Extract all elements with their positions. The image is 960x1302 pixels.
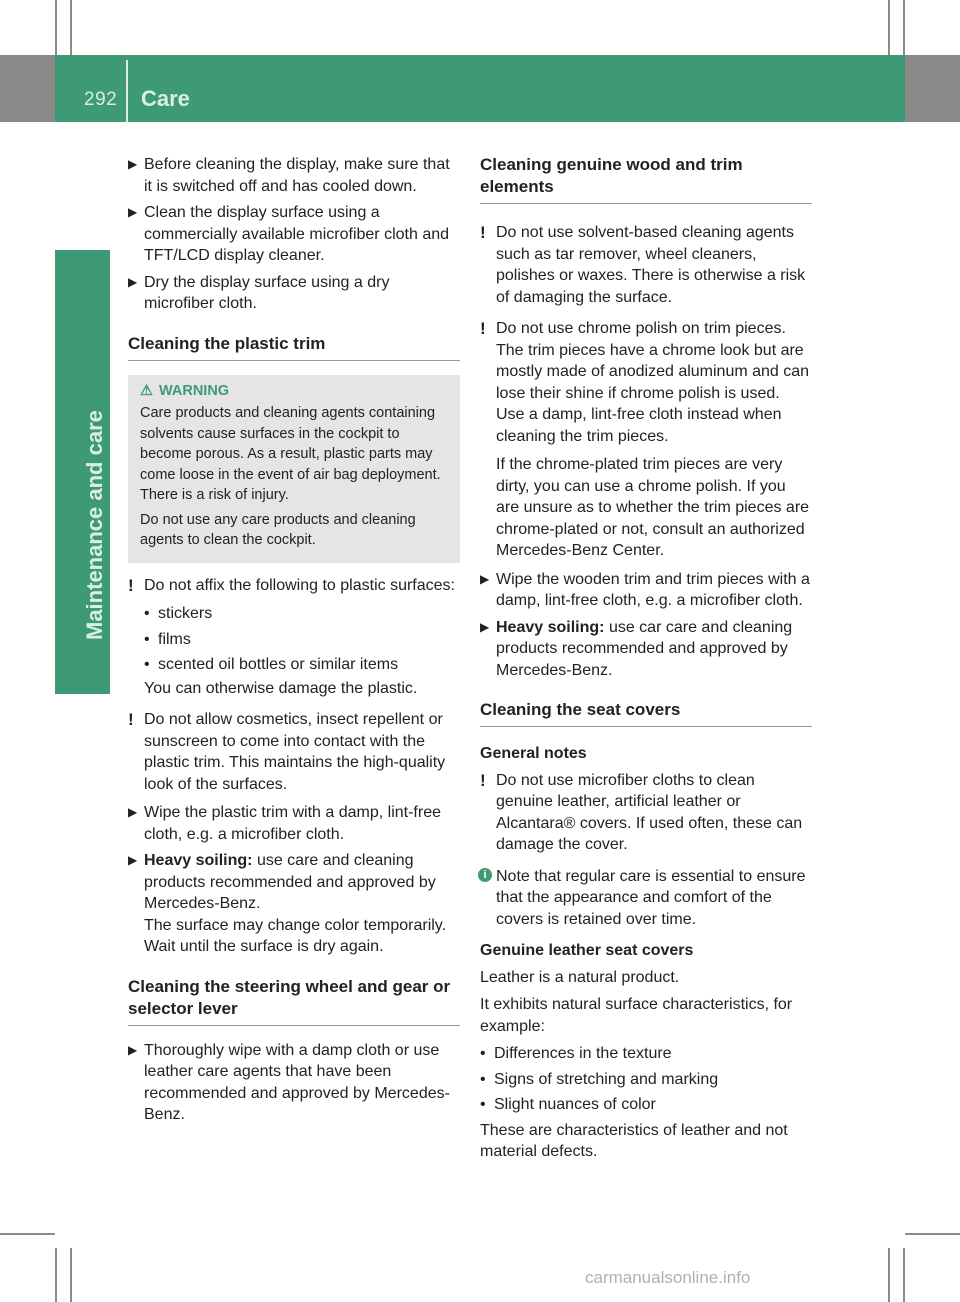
- list-item: • stickers: [144, 605, 213, 622]
- arrow-icon: ▶: [128, 274, 138, 289]
- crop-mark: [888, 1248, 890, 1302]
- page-title: Care: [141, 86, 190, 111]
- arrow-icon: ▶: [128, 157, 138, 171]
- instruction-step: [128, 202, 460, 267]
- arrow-icon: ▶: [480, 571, 490, 586]
- list-item: • scented oil bottles or similar items: [144, 656, 399, 673]
- header-separator: [126, 60, 128, 122]
- section-heading: Cleaning the plastic trim: [128, 333, 460, 361]
- instruction-step: ▶ Heavy soiling: use care and cleaning products recommended and approved by Mercedes-Benz. The surface may change color temporarily. Wait until the surface is dry again.: [128, 852, 447, 955]
- page-number: 292: [84, 89, 118, 110]
- side-tab-label: Maintenance and care: [82, 410, 107, 640]
- crop-mark: [905, 1233, 960, 1235]
- note-continuation: You can otherwise damage the plastic.: [144, 679, 418, 697]
- info-icon: i: [478, 868, 492, 882]
- crop-mark: [70, 0, 72, 55]
- step-text: Clean the display surface using a commercially available microfiber cloth and TFT/LCD display cleaner.: [144, 204, 450, 264]
- exclamation-icon: !: [128, 710, 134, 729]
- crop-mark: [0, 1233, 55, 1235]
- warning-title: ⚠ WARNING: [140, 382, 230, 399]
- step-text: Dry the display surface using a dry microfiber cloth.: [144, 273, 390, 312]
- list-item: • Signs of stretching and marking: [480, 1070, 719, 1088]
- exclamation-icon: !: [128, 575, 134, 595]
- right-column: [480, 154, 812, 1169]
- subheading: General notes: [480, 745, 587, 762]
- section-heading: Cleaning genuine wood and trim elements: [480, 154, 812, 204]
- warning-text: Care products and cleaning agents containing solvents cause surfaces in the cockpit to become porous. As a result, plastic parts may come loose in the event of air bag deployment. There is a risk of injury.: [140, 405, 441, 503]
- crop-mark: [55, 1248, 57, 1302]
- crop-mark: [903, 1248, 905, 1302]
- caution-note: [128, 575, 460, 597]
- note-continuation: If the chrome-plated trim pieces are very dirty, you can use a chrome polish. If you are unsure as to whether the trim pieces are chrome-plated or not, consult an authorized Mercedes-Benz Center.: [496, 456, 810, 559]
- info-note: i Note that regular care is essential to ensure that the appearance and comfort of the covers is retained over time.: [480, 866, 812, 931]
- arrow-icon: ▶: [128, 205, 138, 219]
- warning-box: [128, 375, 460, 563]
- left-column: [128, 154, 460, 1131]
- section-heading: Cleaning the seat covers: [480, 699, 812, 727]
- crop-mark: [55, 0, 57, 55]
- step-text: Before cleaning the display, make sure that it is switched off and has cooled down.: [144, 156, 450, 195]
- crop-mark: [70, 1248, 72, 1302]
- instruction-step: ▶ Heavy soiling: use car care and cleaning products recommended and approved by Mercedes-Benz.: [480, 618, 793, 679]
- crop-mark: [888, 0, 890, 55]
- section-heading: Cleaning the steering wheel and gear or selector lever: [128, 976, 460, 1026]
- caution-note: ! Do not use chrome polish on trim pieces. The trim pieces have a chrome look but are mostly made of anodized aluminum and can lose their shine if chrome polish is used. Use a damp, lint-free cloth instead when cleaning the trim pieces.: [480, 319, 810, 445]
- subheading: Genuine leather seat covers: [480, 942, 694, 959]
- instruction-step: ▶ Wipe the wooden trim and trim pieces with a damp, lint-free cloth, e.g. a microfiber cloth.: [480, 570, 810, 609]
- instruction-step: ▶ Thoroughly wipe with a damp cloth or use leather care agents that have been recommended and approved by Mercedes-Benz.: [128, 1041, 450, 1123]
- watermark: carmanualsonline.info: [585, 1268, 751, 1287]
- paragraph: These are characteristics of leather and not material defects.: [480, 1121, 788, 1160]
- arrow-icon: ▶: [480, 619, 490, 634]
- heavy-soiling-label: Heavy soiling:: [496, 618, 605, 636]
- list-item: • Slight nuances of color: [480, 1096, 656, 1113]
- warning-icon: ⚠: [140, 382, 153, 399]
- instruction-step: ▶ Wipe the plastic trim with a damp, lint-free cloth, e.g. a microfiber cloth.: [128, 804, 441, 843]
- arrow-icon: ▶: [128, 805, 138, 819]
- caution-note: ! Do not use microfiber cloths to clean genuine leather, artificial leather or Alcantara® covers. If used often, these can damage the cover.: [480, 770, 803, 853]
- exclamation-icon: !: [480, 319, 486, 338]
- paragraph: Leather is a natural product.: [480, 968, 680, 986]
- instruction-step: [128, 272, 460, 315]
- note-text: Do not allow cosmetics, insect repellent or sunscreen to come into contact with the plastic trim. This maintains the high-quality look of the surfaces.: [144, 711, 446, 793]
- arrow-icon: ▶: [128, 1042, 138, 1057]
- list-item: • films: [144, 630, 191, 648]
- step-extra: The surface may change color temporarily. Wait until the surface is dry again.: [144, 916, 447, 955]
- instruction-step: [128, 154, 460, 197]
- paragraph: It exhibits natural surface characteristics, for example:: [480, 996, 793, 1035]
- caution-note: ! Do not use solvent-based cleaning agents such as tar remover, wheel cleaners, polishes or waxes. There is otherwise a risk of damaging the surface.: [480, 223, 806, 306]
- list-item: • Differences in the texture: [480, 1045, 672, 1062]
- heavy-soiling-label: Heavy soiling:: [144, 852, 253, 869]
- exclamation-icon: !: [480, 770, 486, 790]
- exclamation-icon: !: [480, 223, 486, 242]
- caution-note: [128, 709, 460, 795]
- note-text: Do not affix the following to plastic surfaces:: [144, 576, 455, 594]
- arrow-icon: ▶: [128, 853, 138, 867]
- crop-mark: [903, 0, 905, 55]
- warning-text: Do not use any care products and cleaning agents to clean the cockpit.: [140, 511, 416, 548]
